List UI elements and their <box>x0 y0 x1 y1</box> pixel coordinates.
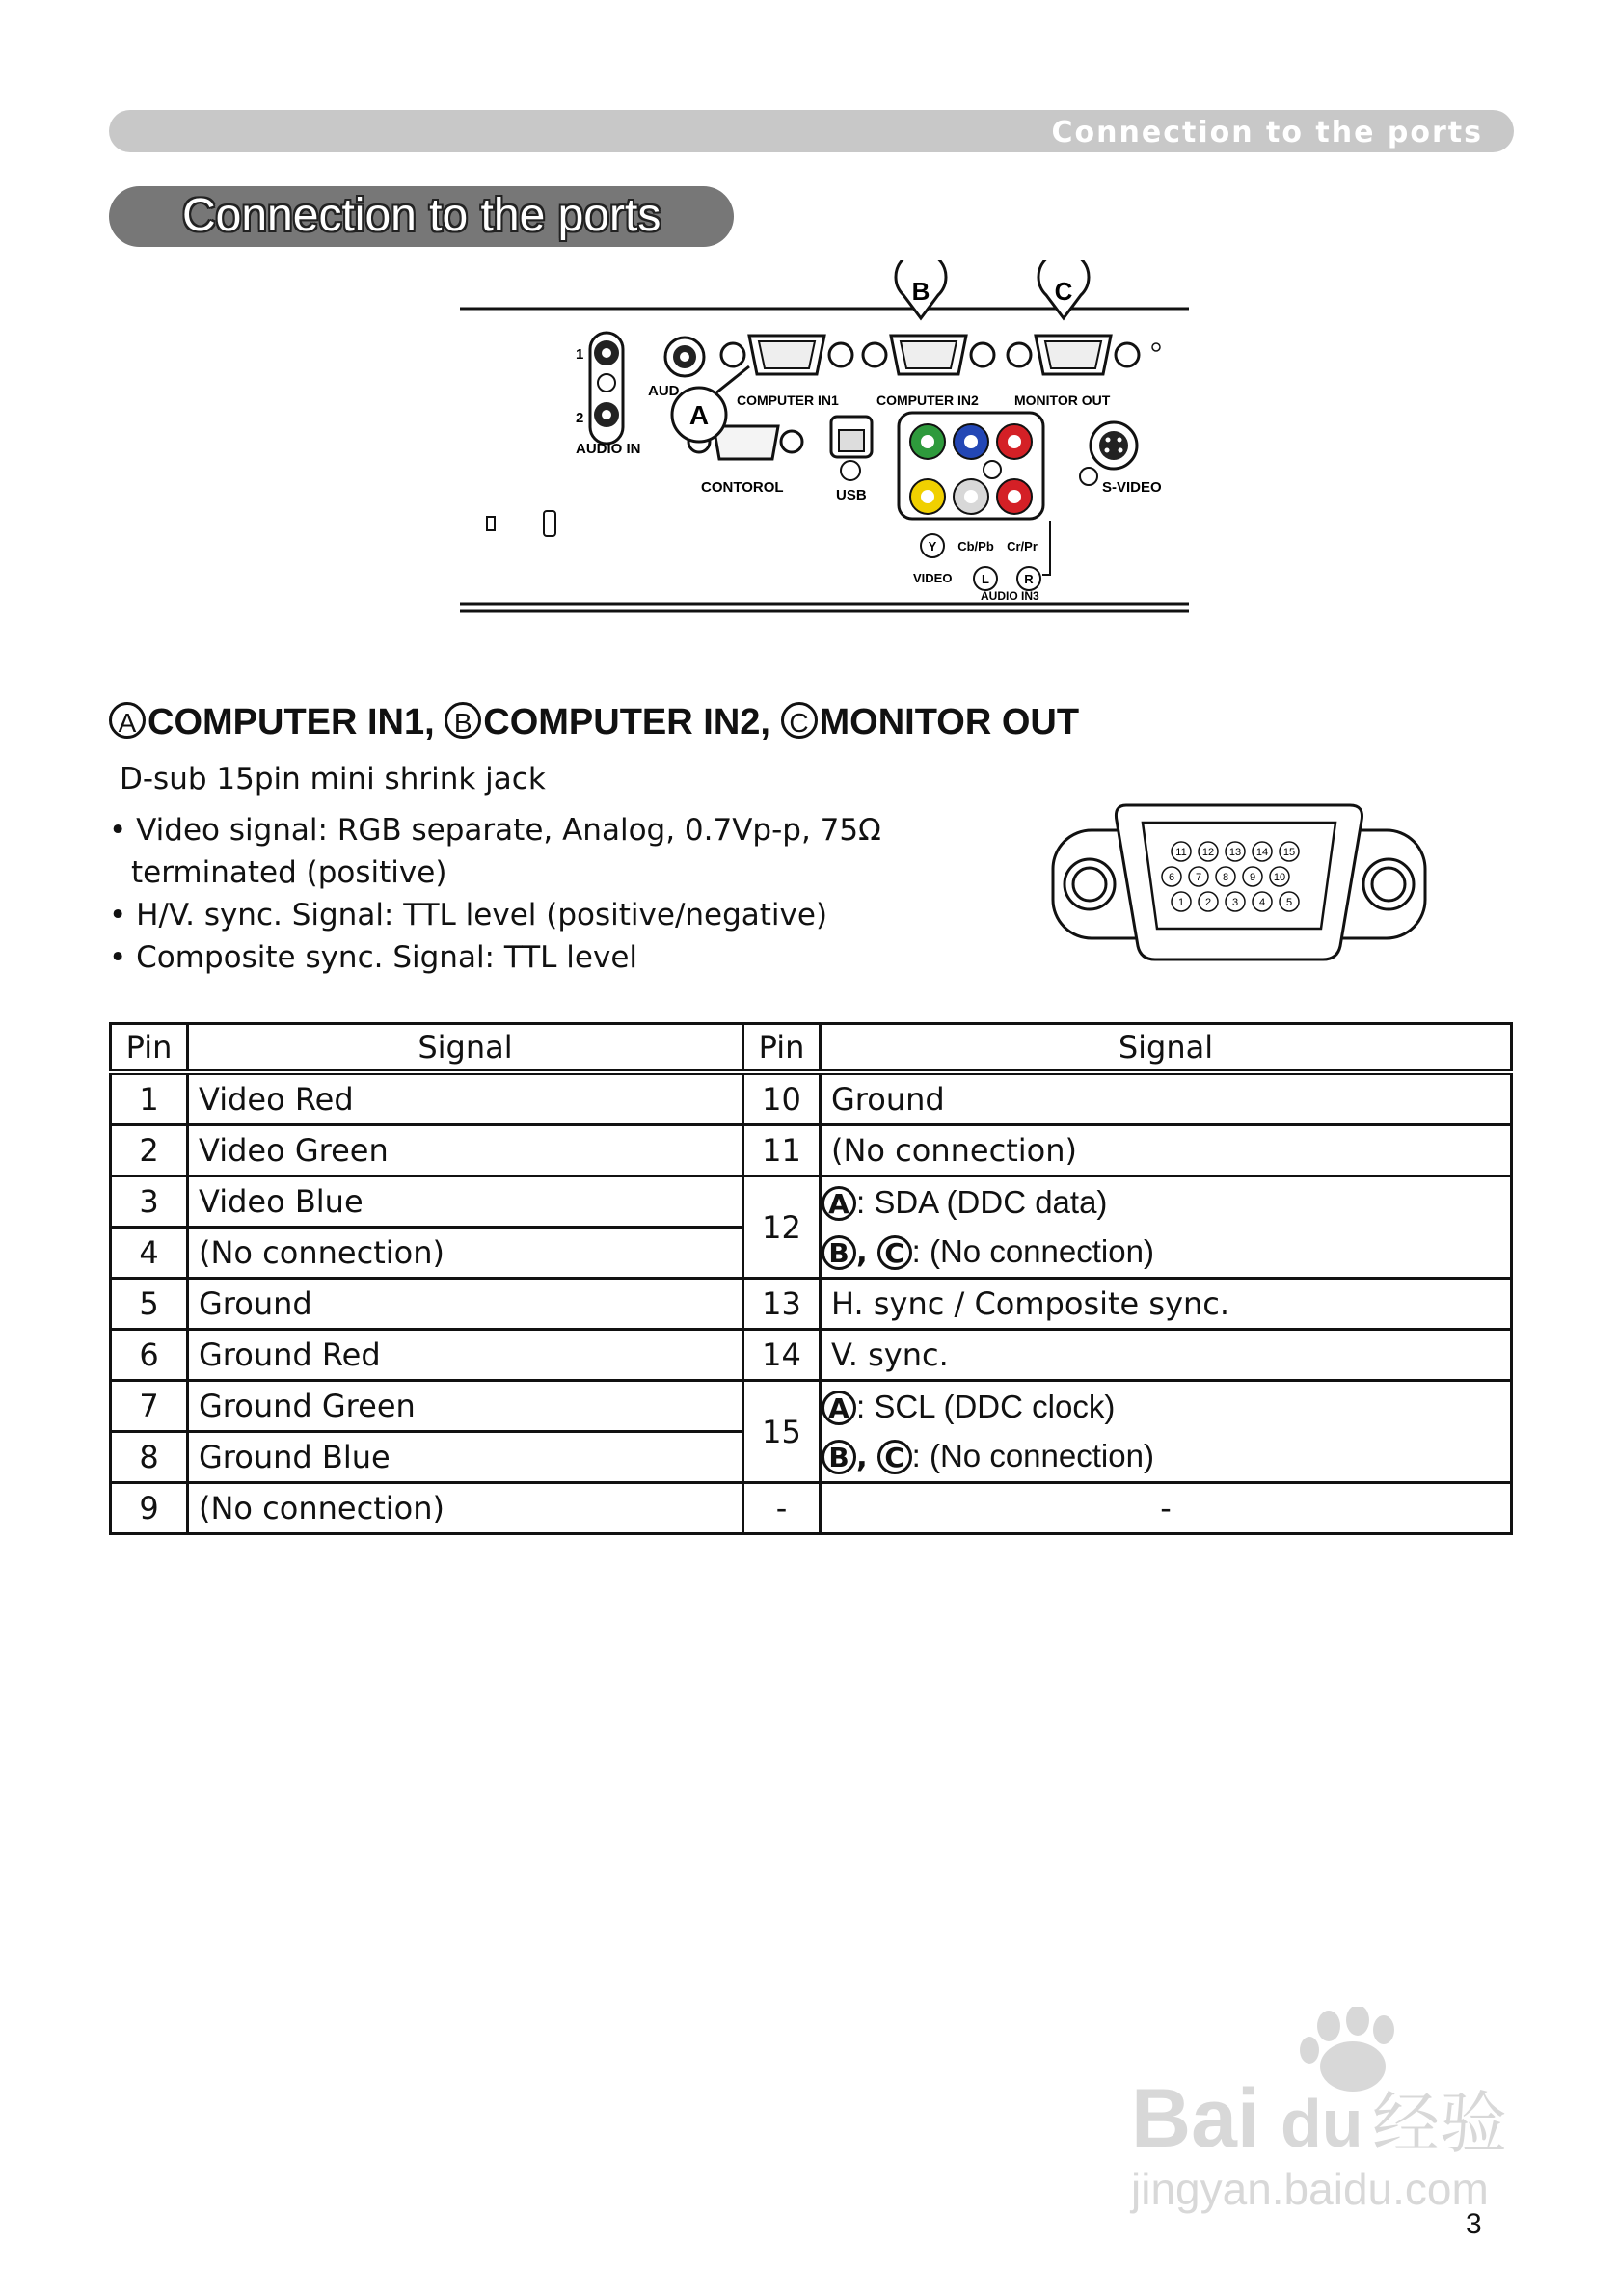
pin-1-label: 1 <box>1177 897 1185 908</box>
computer-in1-label: COMPUTER IN1 <box>737 392 839 408</box>
pin-4-label: 4 <box>1258 897 1266 908</box>
pin-cell: 15 <box>743 1381 821 1483</box>
pin-cell: 10 <box>743 1072 821 1125</box>
computer-in2-label: COMPUTER IN2 <box>876 392 979 408</box>
mark-a: A <box>109 702 146 739</box>
mark-c: C <box>781 702 818 739</box>
header-pin-right: Pin <box>743 1024 821 1073</box>
pin-9-label: 9 <box>1249 872 1256 883</box>
usb-port <box>831 417 872 503</box>
monitor-out-port <box>1008 336 1160 408</box>
port-panel-diagram <box>460 260 1189 619</box>
pin-3-label: 3 <box>1231 897 1239 908</box>
section-title: Connection to the ports <box>182 190 661 241</box>
watermark-brand: Bai <box>1131 2072 1260 2165</box>
signal-cell: (No connection) <box>821 1125 1512 1176</box>
baidu-jingyan-watermark <box>1121 2007 1526 2238</box>
mark-a: A <box>822 1186 856 1221</box>
security-slot <box>487 511 555 536</box>
component-rca-block <box>899 413 1050 603</box>
spec-video-signal-cont: terminated (positive) <box>131 855 447 890</box>
cr-pr-label: Cr/Pr <box>1007 539 1038 554</box>
signal-cell: Ground <box>821 1072 1512 1125</box>
jack-type: D-sub 15pin mini shrink jack <box>120 762 546 797</box>
signal-cell: H. sync / Composite sync. <box>821 1279 1512 1330</box>
video-label: VIDEO <box>913 571 953 585</box>
audio-in-1-label: 1 <box>576 346 584 363</box>
header-pin-left: Pin <box>111 1024 188 1073</box>
pin-10-label: 10 <box>1273 872 1286 883</box>
paw-icon <box>1300 2007 1394 2092</box>
monitor-out-heading: MONITOR OUT <box>819 702 1080 743</box>
monitor-out-label: MONITOR OUT <box>1014 392 1111 408</box>
dsub-connector-diagram <box>1051 803 1427 962</box>
computer-in2-port <box>863 336 994 408</box>
pin-cell: 5 <box>111 1279 188 1330</box>
audio-in3-label: AUDIO IN3 <box>981 589 1039 603</box>
pin-cell: 11 <box>743 1125 821 1176</box>
pin-15-label: 15 <box>1282 847 1296 858</box>
signal-cell-pin15 <box>821 1381 1512 1483</box>
pin-cell: 8 <box>111 1432 188 1483</box>
pin-cell: 9 <box>111 1483 188 1534</box>
pin-cell: 4 <box>111 1228 188 1279</box>
pin-cell: 13 <box>743 1279 821 1330</box>
header-signal-left: Signal <box>188 1024 743 1073</box>
signal-cell: (No connection) <box>188 1228 743 1279</box>
pin15-a-signal: : SCL (DDC clock) <box>856 1388 1116 1424</box>
watermark-brand2: du <box>1281 2086 1363 2161</box>
pin12-separator: , <box>856 1234 868 1270</box>
table-header-row <box>111 1024 1512 1073</box>
audio-short-label: AUD <box>648 383 680 399</box>
pin-12-label: 12 <box>1201 847 1215 858</box>
pin-2-label: 2 <box>1204 897 1212 908</box>
spec-composite-sync: • Composite sync. Signal: TTL level <box>109 940 638 975</box>
signal-cell: - <box>821 1483 1512 1534</box>
pin-cell: 7 <box>111 1381 188 1432</box>
audio-in-2-label: 2 <box>576 410 584 426</box>
pin-11-label: 11 <box>1175 847 1187 858</box>
pin-cell: 1 <box>111 1072 188 1125</box>
pin-14-label: 14 <box>1255 847 1269 858</box>
spec-video-signal: • Video signal: RGB separate, Analog, 0.7Vp-p, 75Ω <box>109 813 881 848</box>
watermark-url: jingyan.baidu.com <box>1131 2164 1489 2214</box>
watermark-cn: 经验 <box>1372 2084 1507 2163</box>
callout-c-label: C <box>1054 277 1073 306</box>
pin-13-label: 13 <box>1228 847 1242 858</box>
pin-7-label: 7 <box>1195 872 1202 883</box>
signal-cell: Video Blue <box>188 1176 743 1228</box>
pin-cell: - <box>743 1483 821 1534</box>
pin-assignment-table <box>109 1022 1513 1535</box>
signal-cell: (No connection) <box>188 1483 743 1534</box>
signal-cell: Video Green <box>188 1125 743 1176</box>
mark-b: B <box>445 702 481 739</box>
control-label: CONTOROL <box>701 479 784 496</box>
table-row <box>111 1279 1512 1330</box>
section-title-pill <box>109 186 734 247</box>
callout-b-label: B <box>911 277 930 306</box>
r-label: R <box>1024 572 1034 586</box>
pin-cell: 6 <box>111 1330 188 1381</box>
signal-cell: Ground Blue <box>188 1432 743 1483</box>
spec-hv-sync: • H/V. sync. Signal: TTL level (positive/negative) <box>109 898 828 932</box>
usb-label: USB <box>836 487 867 503</box>
pin-5-label: 5 <box>1285 897 1293 908</box>
pin-cell: 12 <box>743 1176 821 1279</box>
callout-a-label: A <box>688 400 710 430</box>
table-row <box>111 1125 1512 1176</box>
signal-cell-pin12 <box>821 1176 1512 1279</box>
s-video-port <box>1080 422 1162 496</box>
pin-8-label: 8 <box>1222 872 1229 883</box>
mark-a: A <box>822 1391 856 1425</box>
table-row <box>111 1330 1512 1381</box>
table-row <box>111 1483 1512 1534</box>
pin-6-label: 6 <box>1168 872 1175 883</box>
table-row <box>111 1176 1512 1228</box>
pin-cell: 3 <box>111 1176 188 1228</box>
pin-cell: 2 <box>111 1125 188 1176</box>
mark-b: B <box>822 1440 856 1474</box>
pin15-separator: , <box>856 1439 868 1474</box>
header-bar <box>109 110 1514 152</box>
ports-heading <box>109 702 1079 743</box>
header-signal-right: Signal <box>821 1024 1512 1073</box>
pin12-bc-signal: : (No connection) <box>911 1232 1154 1269</box>
pin15-bc-signal: : (No connection) <box>911 1437 1154 1473</box>
signal-cell: Ground <box>188 1279 743 1330</box>
signal-cell: V. sync. <box>821 1330 1512 1381</box>
mark-c: C <box>877 1440 912 1474</box>
audio-in-label: AUDIO IN <box>576 441 641 457</box>
header-title: Connection to the ports <box>1051 116 1483 149</box>
computer-in2-heading: COMPUTER IN2, <box>483 702 770 743</box>
signal-cell: Video Red <box>188 1072 743 1125</box>
table-row <box>111 1072 1512 1125</box>
table-row <box>111 1381 1512 1432</box>
audio-in-jacks <box>576 333 641 457</box>
cb-pb-label: Cb/Pb <box>957 539 994 554</box>
computer-in1-heading: COMPUTER IN1, <box>148 702 435 743</box>
l-label: L <box>982 572 989 586</box>
mark-b: B <box>822 1235 856 1270</box>
page-number: 3 <box>1466 2208 1482 2240</box>
y-label: Y <box>928 539 937 554</box>
signal-cell: Ground Green <box>188 1381 743 1432</box>
s-video-label: S-VIDEO <box>1102 479 1162 496</box>
mark-c: C <box>877 1235 912 1270</box>
signal-cell: Ground Red <box>188 1330 743 1381</box>
pin12-a-signal: : SDA (DDC data) <box>856 1183 1108 1220</box>
pin-cell: 14 <box>743 1330 821 1381</box>
